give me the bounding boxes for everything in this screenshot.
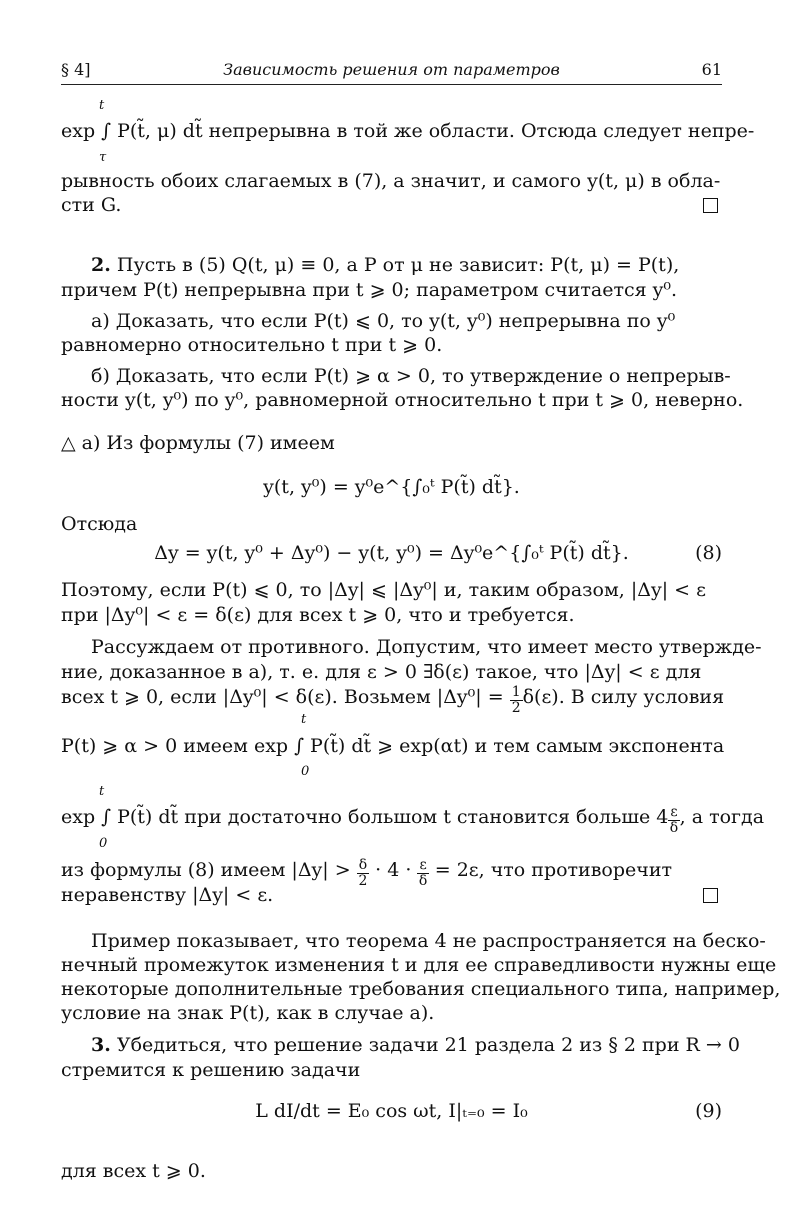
- text-line: Рассуждаем от противного. Допустим, что имеет место утвержде-: [91, 636, 762, 658]
- equation-8-body: Δy = y(t, y⁰ + Δy⁰) − y(t, y⁰) = Δy⁰e^{∫₀ᵗ P(t̃) dt̃}.: [154, 542, 629, 564]
- text-span: δ(ε). В силу условия: [522, 686, 725, 708]
- fraction: [510, 685, 523, 716]
- header-page-number: 61: [701, 60, 722, 79]
- integral-lower-limit: 0: [301, 764, 310, 779]
- text-line: Пример показывает, что теорема 4 не распространяется на беско-: [91, 930, 766, 952]
- text-line: [61, 882, 722, 908]
- equation-8: [61, 540, 722, 566]
- text-line: для всех t ⩾ 0.: [61, 1160, 206, 1182]
- text-line: причем P(t) непрерывна при t ⩾ 0; параметром считается y⁰.: [61, 279, 678, 301]
- text-span: exp ∫ P(t̃) dt̃ при достаточно большом t становится больше 4: [61, 806, 669, 828]
- text-span: · 4 ·: [369, 859, 418, 881]
- equation-9: [61, 1098, 722, 1124]
- equation-number: (9): [695, 1100, 722, 1122]
- text-span: Убедиться, что решение задачи 21 раздела 2 из § 2 при R → 0: [110, 1034, 740, 1056]
- text-span: всех t ⩾ 0, если |Δy⁰| < δ(ε). Возьмем |Δy⁰| =: [61, 686, 510, 708]
- fraction-numerator: ε: [670, 804, 678, 820]
- fraction-numerator: 1: [511, 684, 521, 700]
- equation-number: (8): [695, 542, 722, 564]
- integral-lower-limit: 0: [99, 836, 108, 851]
- equation-9-body: L dI/dt = E₀ cos ωt, I|ₜ₌₀ = I₀: [255, 1100, 528, 1122]
- qed-square-icon: [703, 198, 718, 213]
- text-line: [61, 804, 765, 836]
- text-line: равномерно относительно t при t ⩾ 0.: [61, 334, 443, 356]
- text-line: рывность обоих слагаемых в (7), а значит, и самого y(t, μ) в обла-: [61, 170, 721, 192]
- problem-2-line: [61, 252, 722, 278]
- text-line: [61, 192, 722, 218]
- qed-square-icon: [703, 888, 718, 903]
- problem-number: 2.: [91, 254, 111, 276]
- textbook-page: [61, 0, 781, 1216]
- text-span: Пусть в (5) Q(t, μ) ≡ 0, а P от μ не зависит: P(t, μ) = P(t),: [110, 254, 680, 276]
- text-line: exp ∫ P(t̃, μ) dt̃ непрерывна в той же области. Отсюда следует непре-: [61, 120, 755, 142]
- text-span: из формулы (8) имеем |Δy| >: [61, 859, 357, 881]
- integral-upper-limit: t: [99, 98, 105, 113]
- running-header: [61, 58, 722, 85]
- text-line: некоторые дополнительные требования специального типа, например,: [61, 978, 781, 1000]
- text-line: а) Доказать, что если P(t) ⩽ 0, то y(t, y⁰) непрерывна по y⁰: [91, 310, 676, 332]
- text-span: = 2ε, что противоречит: [428, 859, 672, 881]
- text-line: при |Δy⁰| < ε = δ(ε) для всех t ⩾ 0, что и требуется.: [61, 604, 575, 626]
- fraction-denominator: 2: [511, 700, 521, 716]
- text-line: [61, 684, 725, 716]
- fraction-denominator: δ: [669, 820, 679, 836]
- equation-a: y(t, y⁰) = y⁰e^{∫₀ᵗ P(t̃) dt̃}.: [263, 476, 520, 498]
- problem-3-line: [61, 1032, 740, 1058]
- text-span: сти G.: [61, 194, 122, 216]
- fraction-numerator: δ: [358, 857, 368, 873]
- text-line: ности y(t, y⁰) по y⁰, равномерной относительно t при t ⩾ 0, неверно.: [61, 389, 744, 411]
- text-line: P(t) ⩾ α > 0 имеем exp ∫ P(t̃) dt̃ ⩾ exp(αt) и тем самым экспонента: [61, 735, 725, 757]
- integral-upper-limit: t: [99, 784, 105, 799]
- header-title: Зависимость решения от параметров: [223, 60, 560, 79]
- text-line: нечный промежуток изменения t и для ее справедливости нужны еще: [61, 954, 777, 976]
- header-section: § 4]: [61, 60, 91, 79]
- fraction-numerator: ε: [419, 857, 427, 873]
- fraction-denominator: δ: [418, 873, 428, 889]
- text-line: ние, доказанное в а), т. е. для ε > 0 ∃δ(ε) такое, что |Δy| < ε для: [61, 661, 702, 683]
- text-line: Поэтому, если P(t) ⩽ 0, то |Δy| ⩽ |Δy⁰| и, таким образом, |Δy| < ε: [61, 579, 706, 601]
- solution-start-line: △ а) Из формулы (7) имеем: [61, 432, 335, 454]
- text-span: неравенству |Δy| < ε.: [61, 884, 274, 906]
- text-line: условие на знак P(t), как в случае а).: [61, 1002, 435, 1024]
- text-line: б) Доказать, что если P(t) ⩾ α > 0, то утверждение о непрерыв-: [91, 365, 731, 387]
- text-line: Отсюда: [61, 513, 138, 535]
- integral-upper-limit: t: [301, 712, 307, 727]
- problem-number: 3.: [91, 1034, 111, 1056]
- fraction: [668, 805, 679, 836]
- integral-lower-limit: τ: [99, 150, 107, 165]
- text-line: стремится к решению задачи: [61, 1059, 361, 1081]
- text-span: , а тогда: [679, 806, 765, 828]
- fraction-denominator: 2: [358, 873, 368, 889]
